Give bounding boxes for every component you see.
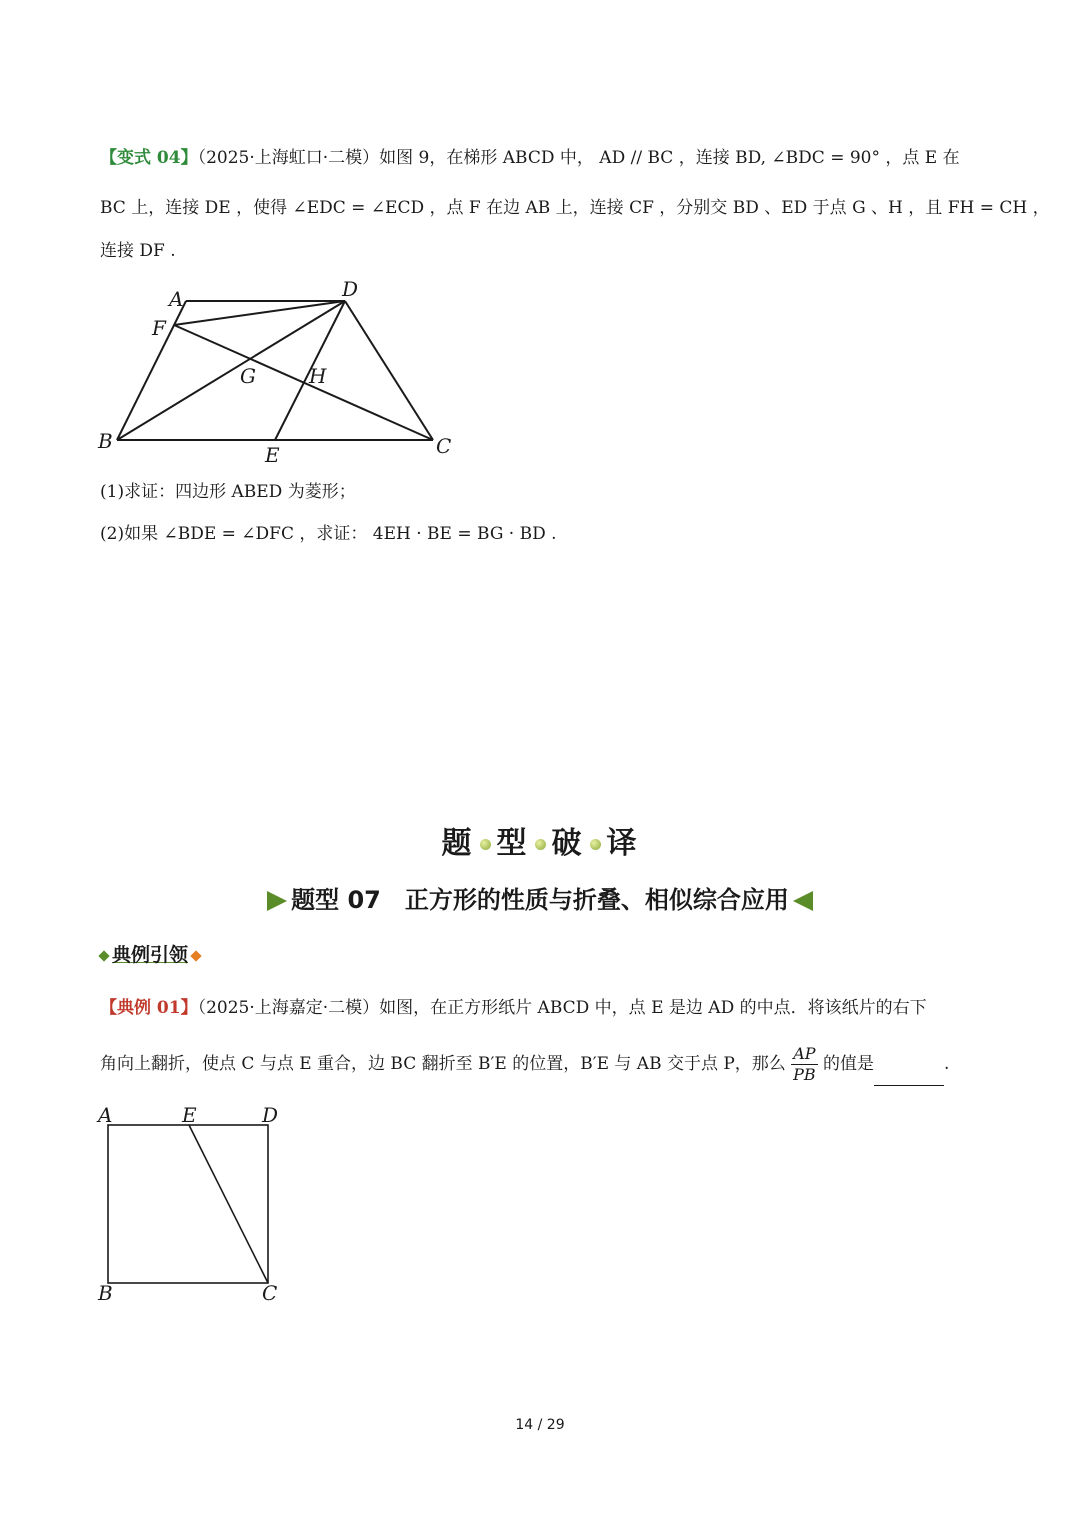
variant04-text1: （2025·上海虹口·二模）如图 9，在梯形 ABCD 中， AD // BC ，连接 BD, ∠BDC = 90° ，点 E 在 — [197, 148, 960, 168]
label-d: D — [342, 277, 359, 301]
variant04-tag: 【变式 04】 — [100, 148, 198, 168]
subtitle-text: 题型 07 正方形的性质与折叠、相似综合应用 — [291, 886, 789, 914]
trapezoid-figure — [90, 275, 470, 470]
fraction-numerator: AP — [793, 1044, 816, 1063]
diamond-icon — [190, 950, 201, 961]
page-number: 14 / 29 — [515, 1417, 565, 1433]
example01-text2c: . — [943, 1054, 950, 1074]
answer-blank — [874, 1067, 944, 1086]
label-f: F — [152, 316, 166, 340]
label-h: H — [309, 364, 327, 388]
question-2: (2)如果 ∠BDE = ∠DFC ，求证： 4EH · BE = BG · BD . — [100, 524, 557, 544]
heading-char-2: 型 — [496, 826, 529, 861]
variant04-line3: 连接 DF . — [100, 241, 176, 261]
dot-icon — [480, 839, 491, 850]
label-e: E — [182, 1103, 197, 1127]
label-e: E — [265, 443, 280, 467]
example01-text2b: 的值是 — [822, 1054, 874, 1074]
example01-line1 — [100, 996, 927, 1020]
segment-dc — [345, 301, 433, 440]
segment-ec — [189, 1125, 268, 1283]
label-b: B — [98, 429, 113, 453]
label-d: D — [262, 1103, 279, 1127]
triangle-left-icon — [793, 891, 813, 911]
variant04-line2: BC 上，连接 DE ，使得 ∠EDC = ∠ECD ，点 F 在边 AB 上，连接 CF ，分别交 BD 、ED 于点 G 、H ，且 FH = CH ， — [100, 198, 1050, 218]
section-label — [96, 940, 204, 967]
variant04-line1 — [100, 146, 960, 170]
fraction-denominator: PB — [793, 1065, 816, 1084]
triangle-right-icon — [267, 891, 287, 911]
example01-line2 — [100, 1042, 949, 1086]
label-c: C — [436, 434, 452, 458]
example01-tag: 【典例 01】 — [100, 998, 198, 1018]
question-1: (1)求证：四边形 ABED 为菱形； — [100, 482, 356, 502]
dot-icon — [535, 839, 546, 850]
section-heading — [0, 818, 1080, 862]
label-g: G — [240, 364, 256, 388]
dot-icon — [590, 839, 601, 850]
heading-char-1: 题 — [441, 826, 474, 861]
heading-char-4: 译 — [606, 826, 639, 861]
label-a: A — [98, 1103, 113, 1127]
heading-char-3: 破 — [551, 826, 584, 861]
section-label-text: 典例引领 — [112, 944, 189, 966]
topic-subtitle — [0, 880, 1080, 915]
segment-fd — [174, 301, 345, 325]
example01-text1: （2025·上海嘉定·二模）如图，在正方形纸片 ABCD 中，点 E 是边 AD 的中点．将该纸片的右下 — [197, 998, 927, 1018]
label-b: B — [98, 1281, 113, 1305]
label-a: A — [169, 287, 184, 311]
square-figure — [90, 1100, 300, 1310]
example01-text2a: 角向上翻折，使点 C 与点 E 重合，边 BC 翻折至 B′E 的位置，B′E 与 AB 交于点 P，那么 — [100, 1054, 786, 1074]
square-abcd — [108, 1125, 268, 1283]
fraction-ap-pb — [791, 1044, 817, 1085]
diamond-icon — [98, 950, 109, 961]
label-c: C — [262, 1281, 278, 1305]
